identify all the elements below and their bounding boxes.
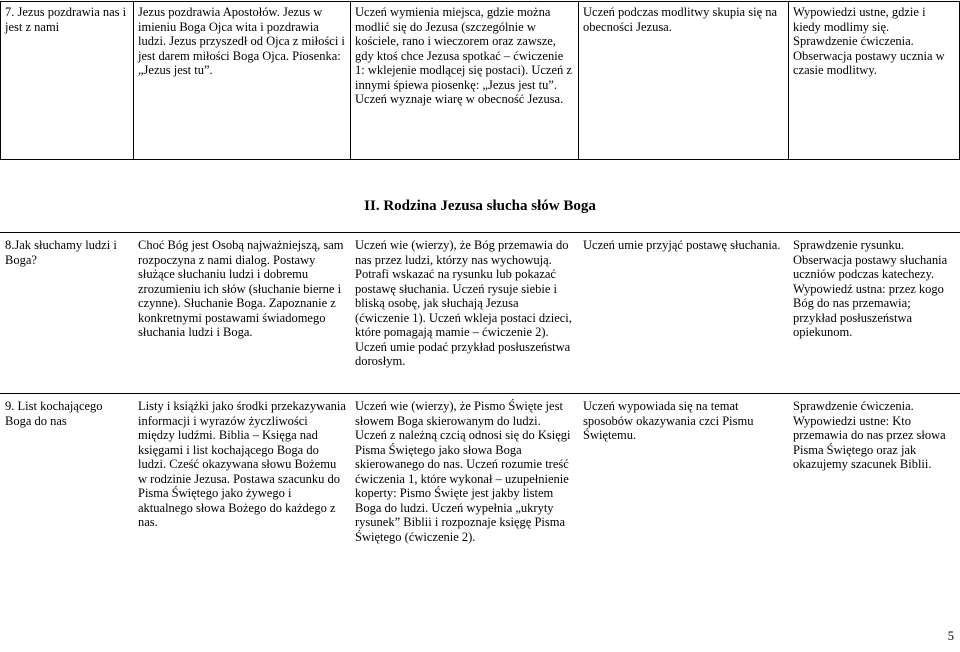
section-heading: II. Rodzina Jezusa słucha słów Boga [364,198,596,214]
row9-requirements: Uczeń wie (wierzy), że Pismo Święte jest słowem Boga skierowanym do ludzi. Uczeń z należną czcią odnosi się do Księgi Pisma Świętego jako słowa Boga skierowanego do nas. Uczeń rozumie treść ćwiczenia 1, które wykonał – uzupełnienie koperty: Pismo Święte jest jakby listem Boga do ludzi. Uczeń wypełnia „ukryty rysunek” Biblii i rozpoznaje księgę Pisma Świętego (ćwiczenie 2). [355,399,571,544]
row7-assessment: Wypowiedzi ustne, gdzie i kiedy modlimy się. Sprawdzenie ćwiczenia. Obserwacja postawy ucznia w czasie modlitwy. [793,5,945,77]
row7-content: Jezus pozdrawia Apostołów. Jezus w imieniu Boga Ojca wita i pozdrawia ludzi. Jezus przyszedł od Ojca z miłości i jest darem miłości Boga Ojca. Piosenka: „Jezus jest tu”. [138,5,345,77]
row9-assessment: Sprawdzenie ćwiczenia. Wypowiedzi ustne: Kto przemawia do nas przez słowa Pisma Świętego oraz jak okazujemy szacunek Biblii. [793,399,946,471]
row9-content: Listy i książki jako środki przekazywania informacji i wyrazów życzliwości między ludźmi. Biblia – Księga nad księgami i list kochającego Boga do ludzi. Cześć okazywana słowu Bożemu w rodzinie Jezusa. Postawa szacunku do Pisma Świętego jako żywego i aktualnego słowa Bożego do każdego z nas. [138,399,346,529]
row8-attitudes: Uczeń umie przyjąć postawę słuchania. [583,238,781,252]
row7-attitudes: Uczeń podczas modlitwy skupia się na obecności Jezusa. [583,5,778,34]
page-number: 5 [947,629,954,643]
row7-topic: 7. Jezus pozdrawia nas i jest z nami [5,5,127,34]
row9-topic: 9. List kochającego Boga do nas [5,399,103,428]
row8-content: Choć Bóg jest Osobą najważniejszą, sam rozpoczyna z nami dialog. Postawy służące słuchaniu ludzi i dobremu zrozumieniu ich słów (słuchanie bierne i czynne). Słuchanie Boga. Zapoznanie z konkretnymi postawami świadomego słuchania ludzi i Boga. [138,238,344,339]
row9-attitudes: Uczeń wypowiada się na temat sposobów okazywania czci Pismu Świętemu. [583,399,754,442]
row8-requirements: Uczeń wie (wierzy), że Bóg przemawia do nas przez ludzi, którzy nas wychowują. Potrafi wskazać na rysunku lub pokazać postawę słuchania. Uczeń rysuje siebie i bliską osobę, jak słuchają Jezusa (ćwiczenie 1). Uczeń wkleja postaci dzieci, które pomagają mamie – ćwiczenie 2). Uczeń umie podać przykład posłuszeństwa dorosłym. [355,238,572,368]
row8-topic: 8.Jak słuchamy ludzi i Boga? [5,238,117,267]
row7-requirements: Uczeń wymienia miejsca, gdzie można modlić się do Jezusa (szczególnie w kościele, rano i wieczorem oraz zawsze, gdy ktoś chce Jezusa spotkać – ćwiczenie 1: wklejenie modlącej się postaci). Uczeń z innymi śpiewa piosenkę: „Jezus jest tu”. Uczeń wyznaje wiarę w obecność Jezusa. [355,5,572,106]
row8-assessment: Sprawdzenie rysunku. Obserwacja postawy słuchania uczniów podczas katechezy. Wypowiedź ustna: przez kogo Bóg do nas przemawia; przykład posłuszeństwa opiekunom. [793,238,948,339]
